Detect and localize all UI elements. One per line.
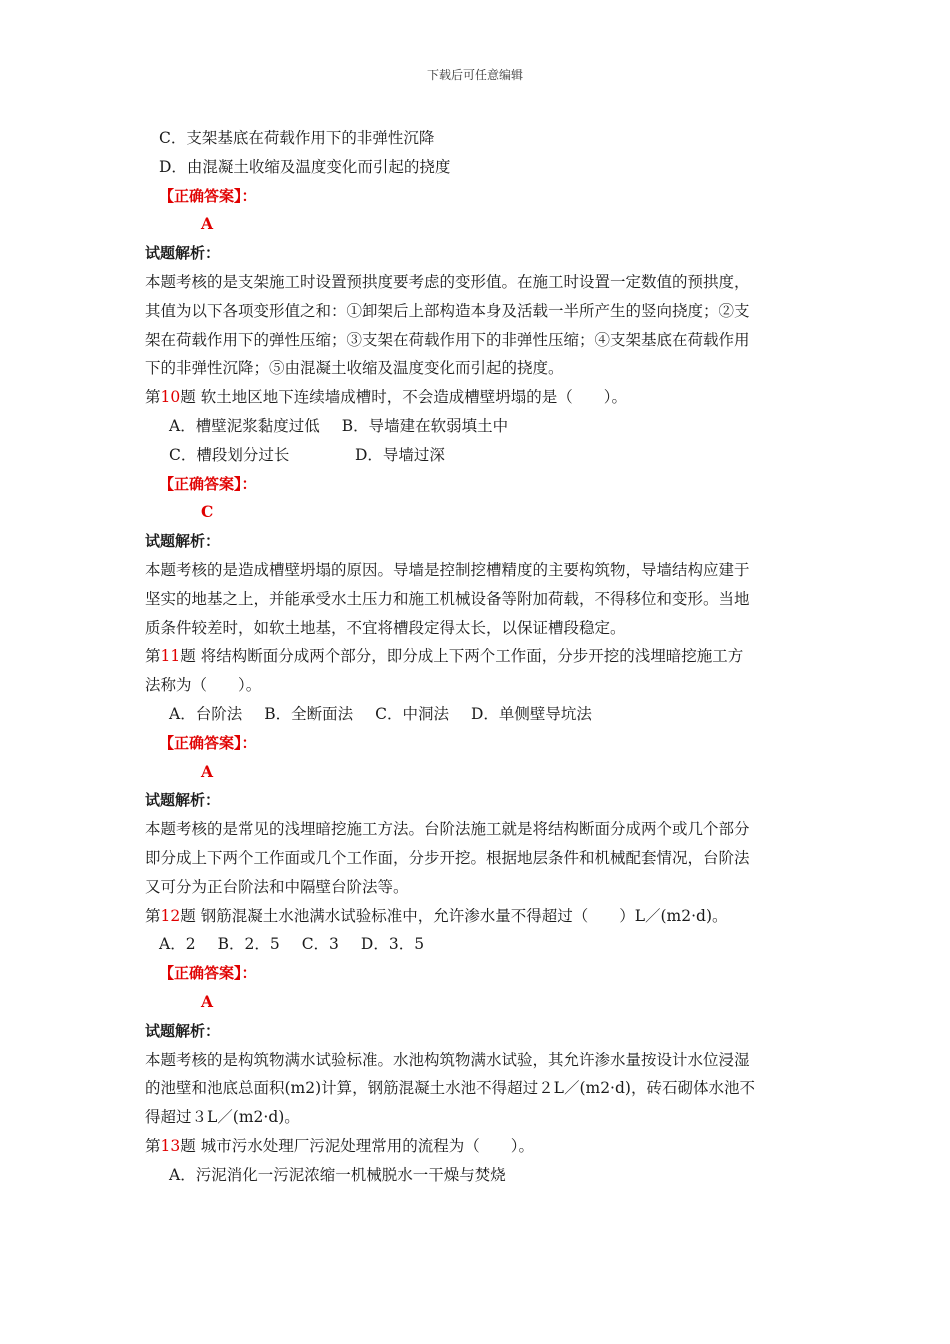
question-number: 11	[160, 647, 181, 666]
explanation-line: 本题考核的是造成槽壁坍塌的原因。导墙是控制挖槽精度的主要构筑物，导墙结构应建于	[145, 560, 750, 579]
option-d: D．由混凝土收缩及温度变化而引起的挠度	[159, 157, 451, 176]
question-12-stem	[145, 902, 815, 931]
options-row	[145, 441, 815, 470]
question-number: 12	[160, 906, 181, 925]
explanation-paragraph	[145, 1046, 815, 1132]
option-a: A．2	[159, 935, 196, 954]
explanation-line: 又可分为正台阶法和中隔壁台阶法等。	[145, 877, 409, 896]
question-suffix: 题	[180, 906, 196, 925]
question-suffix: 题	[180, 647, 196, 666]
question-text-continued: 法称为（ ）。	[145, 676, 262, 695]
option-b: B．导墙建在软弱填土中	[341, 416, 509, 435]
question-prefix: 第	[145, 906, 161, 925]
option-c: C．3	[301, 935, 339, 954]
question-text: 钢筋混凝土水池满水试验标准中，允许渗水量不得超过（ ）L／(m2·d)。	[200, 906, 728, 925]
explanation-line: 本题考核的是支架施工时设置预拱度要考虑的变形值。在施工时设置一定数值的预拱度，	[145, 272, 750, 291]
question-prefix: 第	[145, 647, 161, 666]
options-row	[145, 700, 815, 729]
explanation-line: 架在荷载作用下的弹性压缩；③支架在荷载作用下的非弹性压缩；④支架基底在荷载作用	[145, 330, 750, 349]
question-suffix: 题	[180, 388, 196, 407]
answer-value: C	[201, 502, 214, 522]
option-a: A．槽壁泥浆黏度过低	[169, 416, 320, 435]
option-c: C．中洞法	[375, 704, 449, 723]
question-text: 软土地区地下连续墙成槽时，不会造成槽壁坍塌的是（ ）。	[200, 388, 627, 407]
options-row	[145, 412, 815, 441]
explanation-line: 的池壁和池底总面积(m2)计算，钢筋混凝土水池不得超过２L／(m2·d)，砖石砌体水池不	[145, 1079, 755, 1098]
explanation-label: 试题解析：	[145, 532, 221, 551]
question-number: 10	[160, 388, 181, 407]
page-header: 下载后可任意编辑	[426, 68, 523, 82]
question-prefix: 第	[145, 388, 161, 407]
question-text: 城市污水处理厂污泥处理常用的流程为（ ）。	[200, 1136, 534, 1155]
question-11-stem	[145, 642, 815, 671]
question-10-stem	[145, 383, 815, 412]
option-a: A．台阶法	[169, 704, 243, 723]
options-row	[145, 930, 815, 959]
explanation-line: 坚实的地基之上，并能承受水土压力和施工机械设备等附加荷载，不得移位和变形。当地	[145, 589, 750, 608]
explanation-line: 本题考核的是常见的浅埋暗挖施工方法。台阶法施工就是将结构断面分成两个或几个部分	[145, 820, 750, 839]
explanation-label: 试题解析：	[145, 244, 221, 263]
answer-label: 【正确答案】：	[159, 474, 257, 493]
option-d: D．3．5	[360, 935, 425, 954]
explanation-label: 试题解析：	[145, 1021, 221, 1040]
option-d: D．单侧壁导坑法	[470, 704, 592, 723]
answer-value: A	[201, 214, 214, 234]
option-b: B．2．5	[217, 935, 280, 954]
explanation-paragraph	[145, 268, 815, 383]
question-number: 13	[160, 1136, 181, 1155]
option-b: B．全断面法	[264, 704, 354, 723]
option-c: C．槽段划分过长	[169, 445, 290, 464]
explanation-line: 质条件较差时，如软土地基，不宜将槽段定得太长，以保证槽段稳定。	[145, 618, 626, 637]
answer-label: 【正确答案】：	[159, 186, 257, 205]
question-13-stem	[145, 1132, 815, 1161]
explanation-line: 得超过３L／(m2·d)。	[145, 1108, 300, 1127]
question-suffix: 题	[180, 1136, 196, 1155]
option-c: C．支架基底在荷载作用下的非弹性沉降	[159, 129, 435, 147]
answer-label: 【正确答案】：	[159, 733, 257, 752]
explanation-label: 试题解析：	[145, 791, 221, 810]
explanation-line: 即分成上下两个工作面或几个工作面，分步开挖。根据地层条件和机械配套情况，台阶法	[145, 848, 750, 867]
option-a: A．污泥消化一污泥浓缩一机械脱水一干燥与焚烧	[169, 1165, 506, 1184]
question-text: 将结构断面分成两个部分，即分成上下两个工作面，分步开挖的浅埋暗挖施工方	[200, 647, 744, 666]
answer-label: 【正确答案】：	[159, 964, 257, 983]
answer-value: A	[201, 991, 214, 1011]
explanation-line: 下的非弹性沉降；⑤由混凝土收缩及温度变化而引起的挠度。	[145, 359, 564, 378]
explanation-line: 其值为以下各项变形值之和：①卸架后上部构造本身及活载一半所产生的竖向挠度；②支	[145, 301, 750, 320]
document-body	[145, 124, 815, 1189]
explanation-line: 本题考核的是构筑物满水试验标准。水池构筑物满水试验，其允许渗水量按设计水位浸湿	[145, 1050, 750, 1069]
question-prefix: 第	[145, 1136, 161, 1155]
answer-value: A	[201, 761, 214, 781]
explanation-paragraph	[145, 556, 815, 642]
explanation-paragraph	[145, 815, 815, 901]
option-d: D．导墙过深	[355, 445, 445, 464]
